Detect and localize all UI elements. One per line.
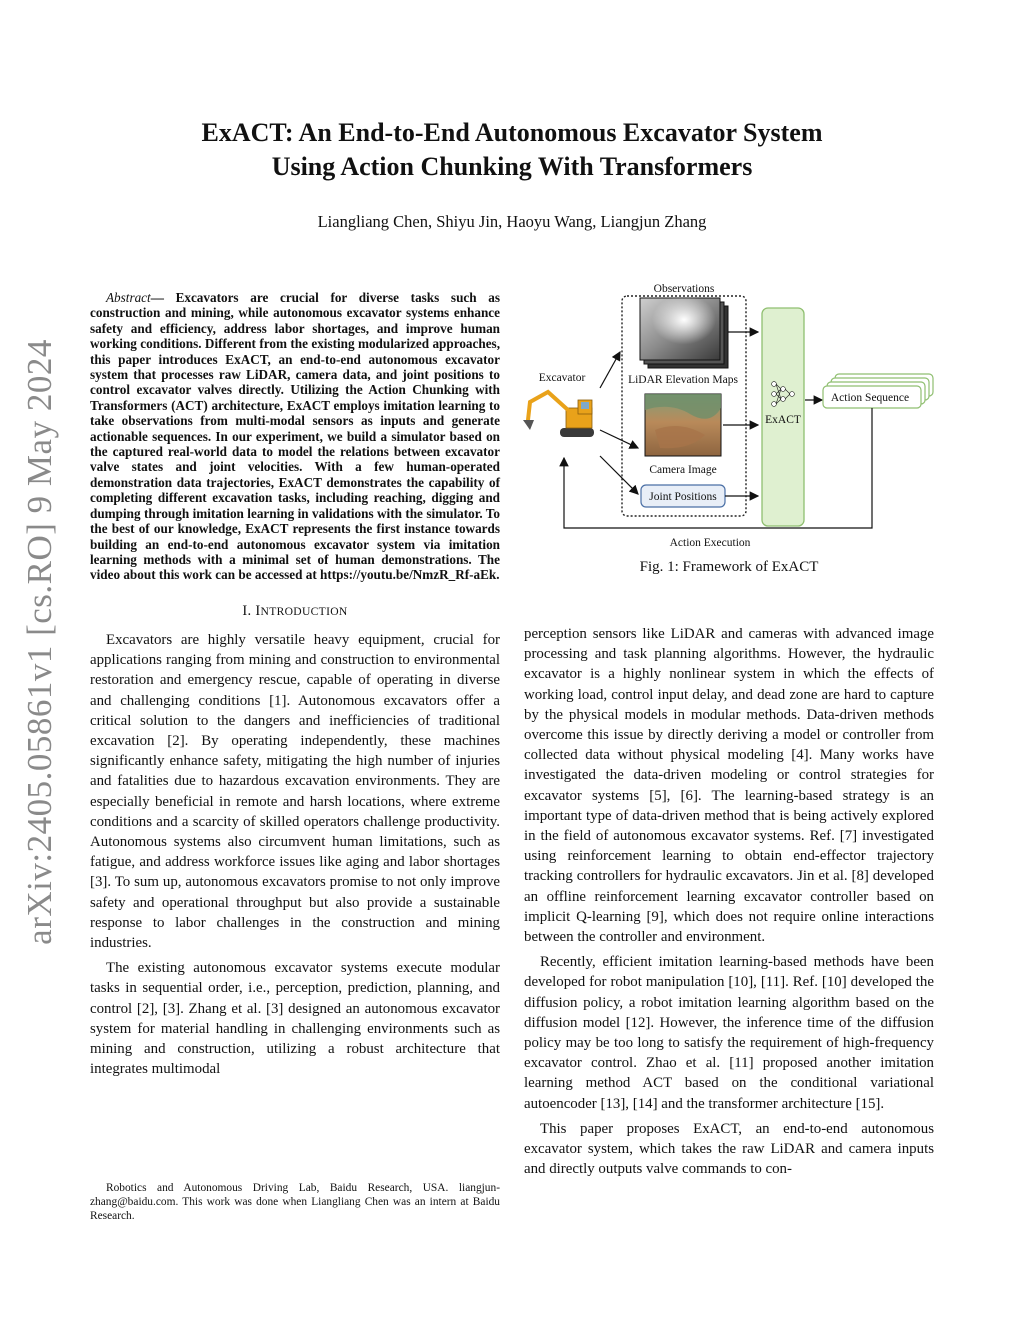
right-paragraph-2: Recently, efficient imitation learning-based methods have been developed for robot manipulation [10], [11]. Ref. [10] developed the diffusion policy, a robot imitation learning algorithm based on the diffusion model [12]. However, the inference time of the diffusion policy may be too long to satisfy the requirement of high-frequency excavator control. Zhao et al. [11] proposed another imitation learning method ACT based on the conditional variational autoencoder [13], [14] and the transformer architecture [15].	[524, 954, 934, 1112]
section-title-rest: NTRODUCTION	[260, 604, 348, 618]
model-label: ExACT	[765, 414, 801, 426]
arxiv-identifier: arXiv:2405.05861v1 [cs.RO] 9 May 2024	[20, 339, 59, 945]
execution-label: Action Execution	[669, 537, 751, 549]
author-list: Liangliang Chen, Shiyu Jin, Haoyu Wang, Liangjun Zhang	[317, 212, 707, 231]
framework-figure	[520, 280, 940, 555]
section-heading-introduction	[90, 601, 500, 622]
joint-label: Joint Positions	[649, 491, 717, 503]
lidar-label: LiDAR Elevation Maps	[628, 374, 738, 386]
excavator-icon	[523, 392, 594, 437]
figure-caption: Fig. 1: Framework of ExACT	[639, 559, 819, 575]
abstract-label: Abstract	[106, 290, 151, 305]
excavator-label: Excavator	[538, 372, 586, 384]
title-line-2: Using Action Chunking With Transformers	[271, 152, 753, 181]
left-column	[90, 290, 500, 1079]
camera-label: Camera Image	[649, 464, 717, 476]
section-number: I.	[242, 602, 252, 619]
intro-paragraph-2: The existing autonomous excavator systems execute modular tasks in sequential order, i.e., perception, prediction, planning, and control [2], [3]. Zhang et al. [3] designed an autonomous excavator system for material handling in challenging environments such as mining and construction, utilizing a robust architecture that integrates multimodal	[90, 960, 500, 1078]
right-paragraph-1: perception sensors like LiDAR and cameras with advanced image processing and task planning algorithms. However, the hydraulic excavator is a highly nonlinear system in which the effects of working load, control input delay, and dead zone are hard to capture by the physical models in modular methods. Data-driven methods overcome this issue by directly deriving a model or controller from collected data without physical modeling [4]. Many works have investigated the data-driven modeling or control strategies for excavator systems [5], [6]. The learning-based strategy is an important type of data-driven method that is being actively explored in the field of autonomous excavator systems. Ref. [7] investigated using reinforcement learning to obtain end-effector trajectory tracking controllers for hydraulic excavators. Jin et al. [8] developed an offline reinforcement learning excavator controller based on implicit Q-learning [9], which does not require online interactions between the controller and environment.	[524, 626, 934, 946]
section-title-initial: I	[255, 602, 261, 619]
intro-paragraph-1: Excavators are highly versatile heavy equipment, crucial for applications ranging from mining and construction to environmental restoration and emergency rescue, capable of operating in diverse and challenging conditions [1]. Autonomous excavators offer a critical solution to the dangers and inefficiencies of traditional excavation [2]. By operating independently, these machines significantly enhance safety, mitigating the high number of injuries and fatalities due to hazardous excavation environments. They are especially beneficial in remote and harsh locations, where extreme conditions and a scarcity of skilled operators challenge productivity. Autonomous systems also circumvent human limitations, such as fatigue, and address workforce issues like aging and labor shortages [3]. To sum up, autonomous excavators promise to not only improve safety and operational throughput but also provide a sustainable response to labor challenges in the construction and mining industries.	[90, 631, 500, 951]
framework-diagram	[520, 280, 940, 555]
paper-title	[150, 116, 874, 184]
abstract-text: Excavators are crucial for diverse tasks such as construction and mining, while autonomous excavator systems enhance safety and efficiency, address labor shortages, and improve human working conditions. Different from the existing modularized approaches, this paper introduces ExACT, an end-to-end autonomous excavator system that processes raw LiDAR, camera data, and joint positions to control excavator valves directly. Utilizing the Action Chunking with Transformers (ACT) architecture, ExACT employs imitation learning to take observations from multi-modal sensors as inputs and generate actionable sequences. In our experiment, we build a simulator based on the captured real-world data to model the relations between excavator valve states and joint velocities. With a few human-operated demonstration data trajectories, ExACT demonstrates the capability of completing different excavation tasks, including reaching, digging and dumping through imitation learning in validations with the simulator. To the best of our knowledge, ExACT represents the first instance towards building an end-to-end autonomous excavator system via imitation learning methods with a minimal set of human demonstrations. The video about this work can be accessed at https://youtu.be/NmzR_Rf-aEk.	[90, 290, 500, 583]
output-label: Action Sequence	[830, 392, 910, 404]
right-paragraph-3: This paper proposes ExACT, an end-to-end autonomous excavator system, which takes the raw LiDAR and camera inputs and directly outputs valve commands to con-	[524, 1120, 934, 1178]
right-column	[524, 624, 934, 1179]
abstract: Abstract— Excavators are crucial for diverse tasks such as construction and mining, while autonomous excavator systems enhance safety and efficiency, address labor shortages, and improve human working conditions. Different from the existing modularized approaches, this paper introduces ExACT, an end-to-end autonomous excavator system that processes raw LiDAR, camera data, and joint positions to control excavator valves directly. Utilizing the Action Chunking with Transformers (ACT) architecture, ExACT employs imitation learning to take observations from multi-modal sensors as inputs and generate actionable sequences. In our experiment, we build a simulator based on the captured real-world data to model the relations between excavator valve states and joint velocities. With a few human-operated demonstration data trajectories, ExACT demonstrates the capability of completing different excavation tasks, including reaching, digging and dumping through imitation learning in validations with the simulator. To the best of our knowledge, ExACT represents the first instance towards building an end-to-end autonomous excavator system via imitation learning methods with a minimal set of human demonstrations. The video about this work can be accessed at https://youtu.be/NmzR_Rf-aEk.	[90, 290, 500, 583]
title-line-1: ExACT: An End-to-End Autonomous Excavator System	[201, 118, 823, 147]
footnote: Robotics and Autonomous Driving Lab, Baidu Research, USA. liangjun-zhang@baidu.com. This work was done when Liangliang Chen was an intern at Baidu Research.	[90, 1182, 500, 1222]
arxiv-side-stamp	[0, 0, 59, 1325]
observations-label: Observations	[653, 283, 715, 295]
